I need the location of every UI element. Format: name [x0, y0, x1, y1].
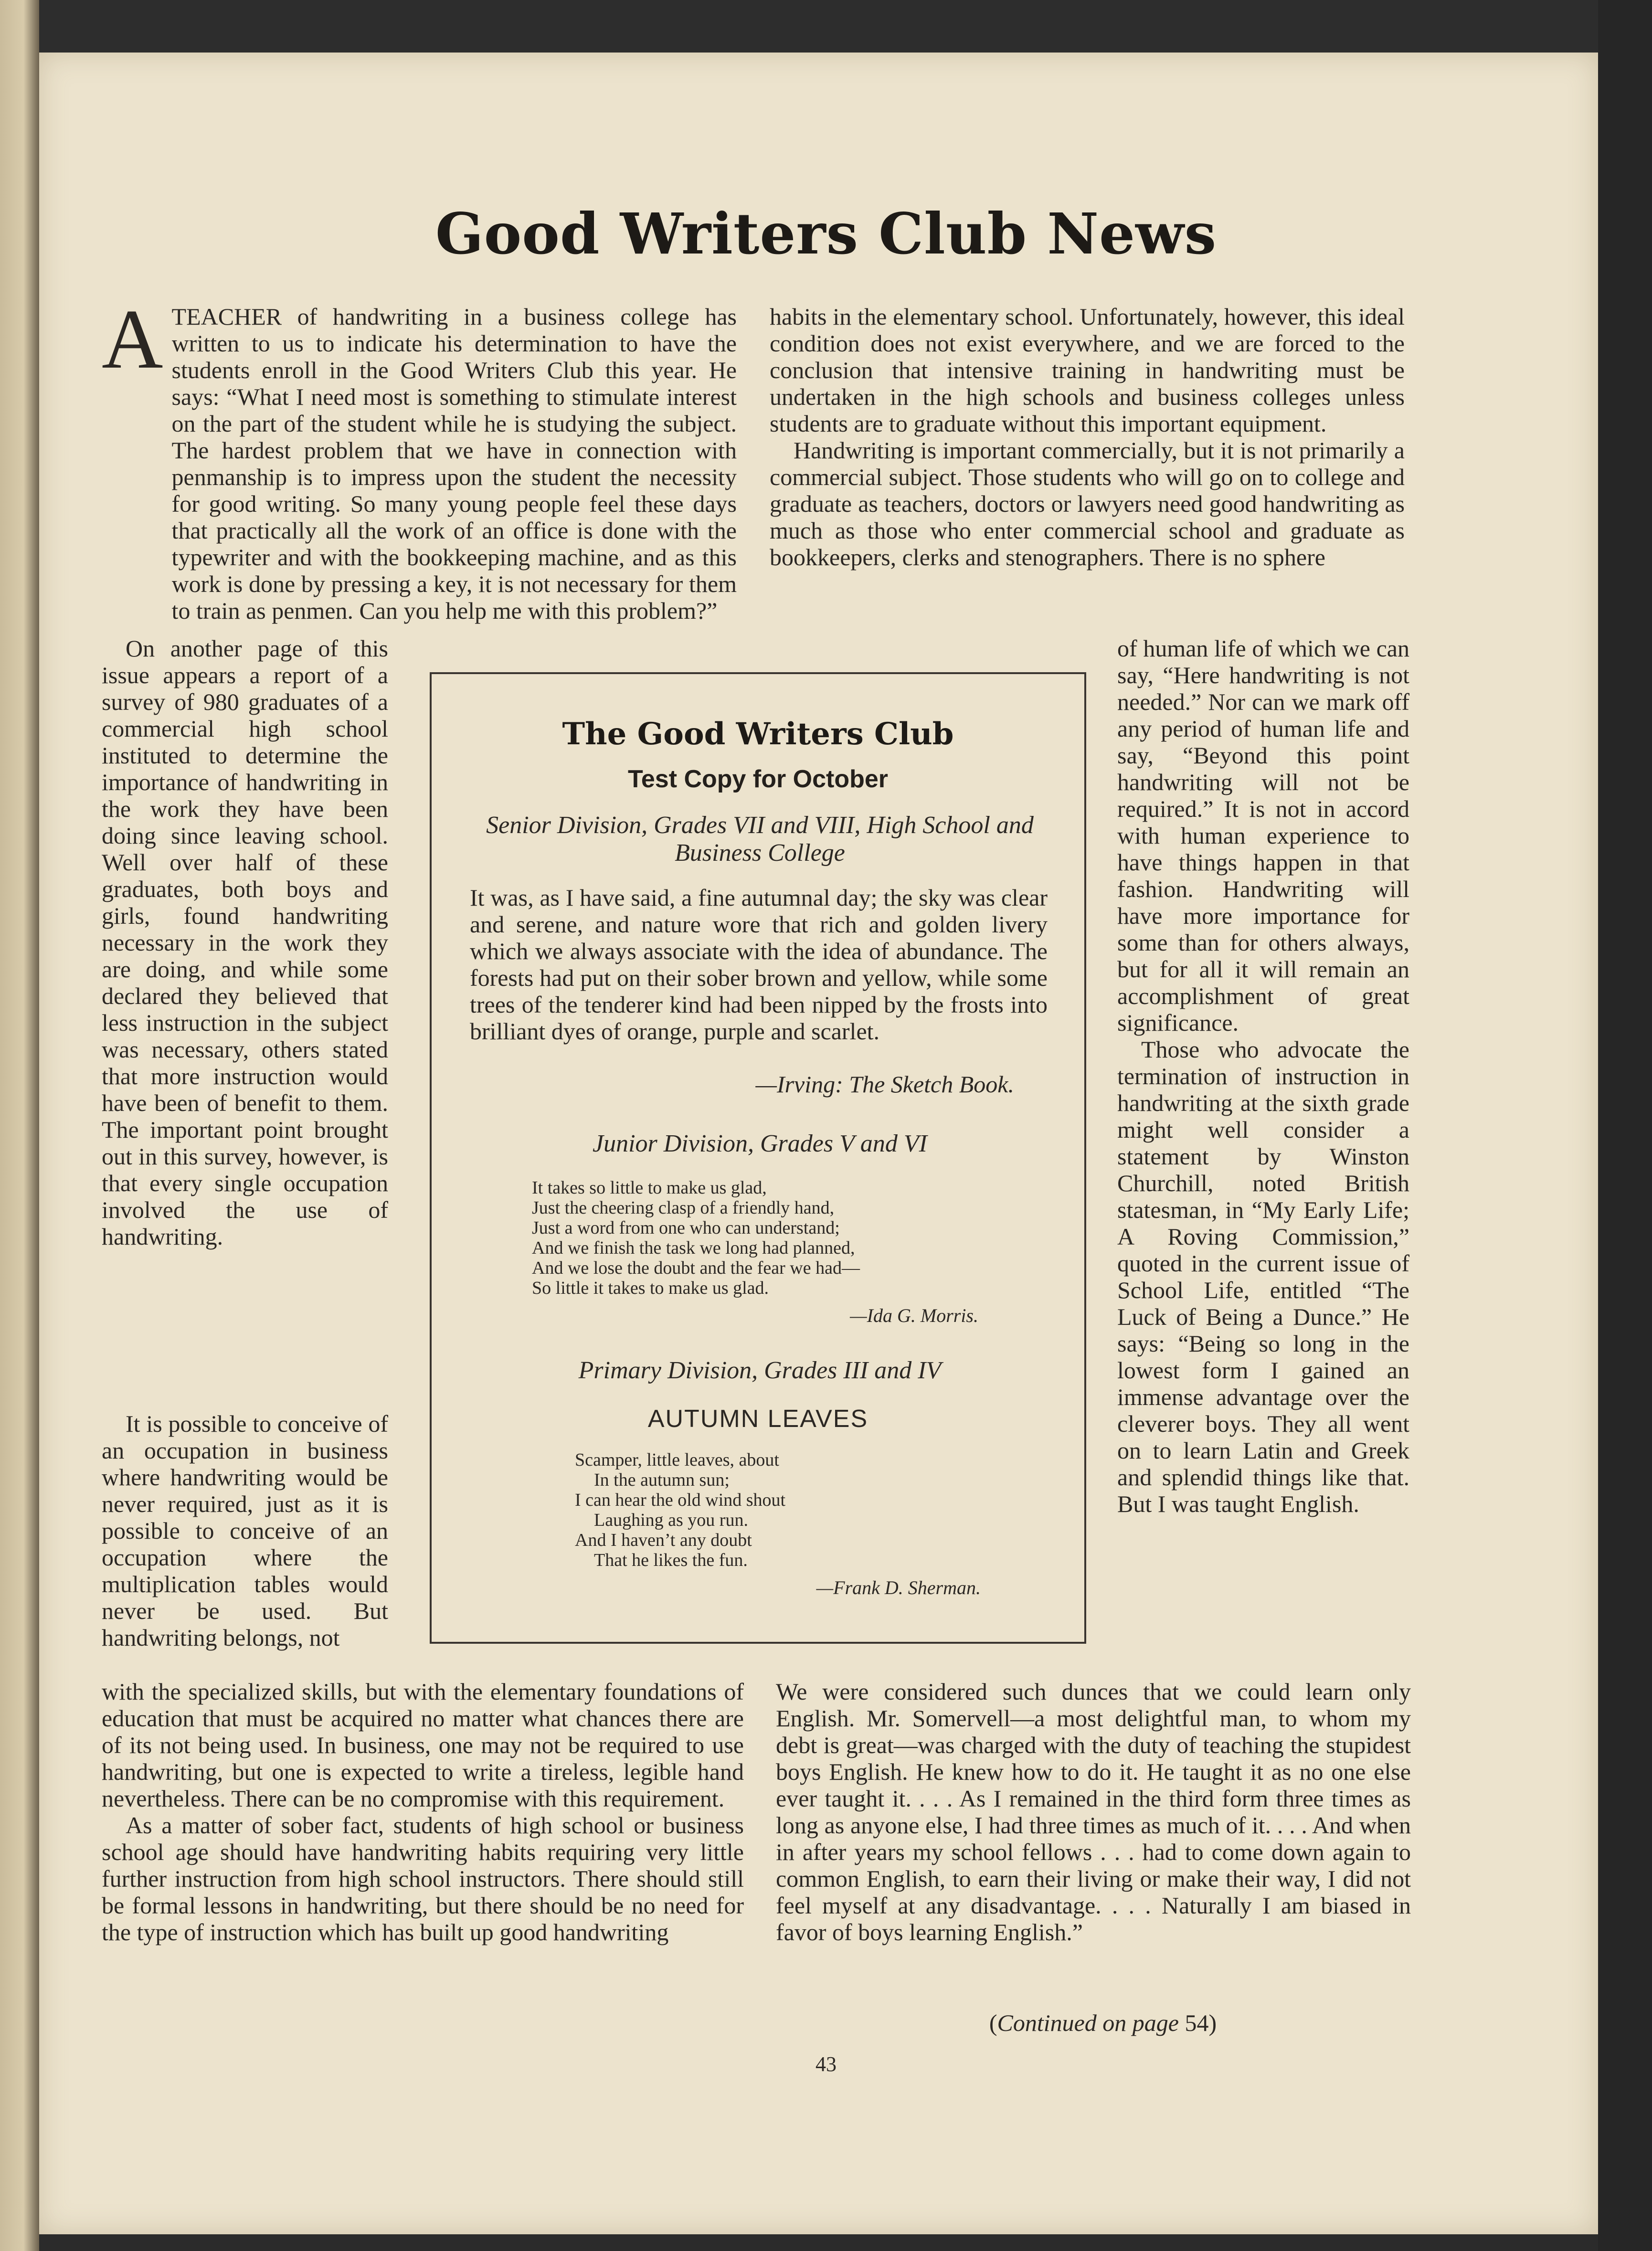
left-paragraph-1: TEACHER of handwriting in a business college has written to us to indicate his determination to have the students enroll in the Good Writers Club this year. He says: “What I need most is something to stimulate interest on the part of the student while he is studying the subject. The hardest problem that we have in connection with penmanship is to impress upon the student the necessity for good writing. So many young people feel these days that practically all the work of an office is done with the typewriter and with the bookkeeping machine, and as this work is done by pressing a key, it is not necessary for them to train as penmen. Can you help me with this problem?” — [171, 303, 737, 624]
test-copy-box — [430, 672, 1086, 1644]
verse-line: Laughing as you run. — [594, 1510, 748, 1530]
verse-line: Scamper, little leaves, about — [575, 1450, 779, 1470]
box-title: The Good Writers Club — [562, 716, 954, 752]
left-paragraph-4: with the specialized skills, but with the elementary foundations of education that must be acquired no matter what chances there are of its not being used. In business, one may not be required to use handwriting, but one is expected to write a tireless, legible hand nevertheless. There can be no compromise with this requirement. — [102, 1678, 744, 1812]
primary-division-heading: Primary Division, Grades III and IV — [578, 1357, 942, 1384]
poem-title: AUTUMN LEAVES — [647, 1405, 868, 1433]
verse-line: Just the cheering clasp of a friendly hand, — [532, 1198, 835, 1218]
right-column-narrow — [1117, 635, 1409, 1517]
senior-test-text: It was, as I have said, a fine autumnal day; the sky was clear and serene, and nature wore that rich and golden livery which we always associate with the idea of abundance. The forests had put on their sober brown and yellow, while some trees of the tenderer kind had been nipped by the frosts into brilliant dyes of orange, purple and scarlet. — [470, 884, 1048, 1045]
left-column-bottom — [102, 1678, 744, 1945]
verse-line: So little it takes to make us glad. — [532, 1278, 769, 1298]
left-paragraph-5: As a matter of sober fact, students of high school or business school age should have handwriting habits requiring very little further instruction from high school instructors. There should still be formal lessons in handwriting, but there should be no need for the type of instruction which has built up good handwriting — [102, 1812, 744, 1945]
verse-line: I can hear the old wind shout — [575, 1490, 786, 1510]
junior-division-heading: Junior Division, Grades V and VI — [593, 1130, 927, 1157]
scan-border-right — [1598, 0, 1652, 2251]
page-title: Good Writers Club News — [435, 201, 1217, 267]
junior-attribution: —Ida G. Morris. — [850, 1305, 978, 1326]
scan-border-top — [39, 0, 1598, 53]
senior-attribution: —Irving: The Sketch Book. — [755, 1071, 1014, 1098]
right-paragraph-2: Handwriting is important commercially, but it is not primarily a commercial subject. Those students who will go on to college and graduate as teachers, doctors or lawyers need good handwriting as much as those who enter commercial school and graduate as bookkeepers, clerks and stenographers. There is no sphere — [770, 437, 1405, 571]
verse-line: In the autumn sun; — [594, 1470, 730, 1490]
left-column-narrow — [102, 635, 388, 1651]
right-column-bottom — [776, 1678, 1411, 1945]
left-column-top — [102, 292, 737, 678]
verse-line: And I haven’t any doubt — [575, 1530, 752, 1550]
verse-line: Just a word from one who can understand; — [532, 1218, 840, 1238]
verse-line: And we lose the doubt and the fear we had— — [532, 1258, 860, 1278]
right-paragraph-3: of human life of which we can say, “Here handwriting is not needed.” Nor can we mark off any period of human life and say, “Beyond this point handwriting will not be required.” It is not in accord with human experience to have things happen in that fashion. Handwriting will have more importance for some than for others always, but for all it will remain an accomplishment of great significance. — [1117, 635, 1409, 1036]
book-gutter-left — [0, 0, 39, 2251]
continued-label: Continued on page — [997, 2009, 1179, 2036]
left-paragraph-2: On another page of this issue appears a report of a survey of 980 graduates of a commercial high school instituted to determine the importance of handwriting in the work they have been doing since leaving school. Well over half of these graduates, both boys and girls, found handwriting necessary in the work they are doing, and while some declared they believed that less instruction in the subject was necessary, others stated that more instruction would have been of benefit to them. The important point brought out in this survey, however, is that every single occupation involved the use of handwriting. — [102, 635, 388, 1250]
verse-line: It takes so little to make us glad, — [532, 1178, 767, 1198]
page-number: 43 — [815, 2052, 837, 2076]
verse-line: And we finish the task we long had planned, — [532, 1238, 855, 1258]
box-subtitle: Test Copy for October — [627, 765, 889, 793]
drop-cap: A — [102, 292, 163, 386]
right-paragraph-5: We were considered such dunces that we could learn only English. Mr. Somervell—a most delightful man, to whom my debt is great—was charged with the duty of teaching the stupidest boys English. He knew how to do it. He taught it as no one else ever taught it. . . . As I remained in the third form three times as long as anyone else, I had three times as much of it. . . . And when in after years my school fellows . . . had to come down again to common English, to earn their living or make their way, I did not feel myself at any disadvantage. . . . Naturally I am biased in favor of boys learning English.” — [776, 1678, 1411, 1945]
continued-note: (Continued on page 54) — [989, 2009, 1217, 2036]
junior-poem — [532, 1178, 860, 1298]
verse-line: That he likes the fun. — [594, 1550, 748, 1570]
senior-division-heading: Senior Division, Grades VII and VIII, High School and Business College — [486, 812, 1034, 867]
right-paragraph-4: Those who advocate the termination of instruction in handwriting at the sixth grade might well consider a statement by Winston Churchill, noted British statesman, in “My Early Life; A Roving Commission,” quoted in the current issue of School Life, entitled “The Luck of Being a Dunce.” He says: “Being so long in the lowest form I gained an immense advantage over the cleverer boys. They all went on to learn Latin and Greek and splendid things like that. But I was taught English. — [1117, 1036, 1409, 1517]
right-column-top — [770, 303, 1405, 571]
primary-attribution: —Frank D. Sherman. — [816, 1577, 981, 1598]
left-paragraph-3: It is possible to conceive of an occupation in business where handwriting would be never required, just as it is possible to conceive of an occupation where the multiplication tables would never be used. But handwriting belongs, not — [102, 1410, 388, 1651]
primary-poem — [575, 1450, 785, 1570]
right-paragraph-1: habits in the elementary school. Unfortunately, however, this ideal condition does not exist everywhere, and we are forced to the conclusion that intensive training in handwriting must be undertaken in the high schools and business colleges unless students are to graduate without this important equipment. — [770, 303, 1405, 437]
